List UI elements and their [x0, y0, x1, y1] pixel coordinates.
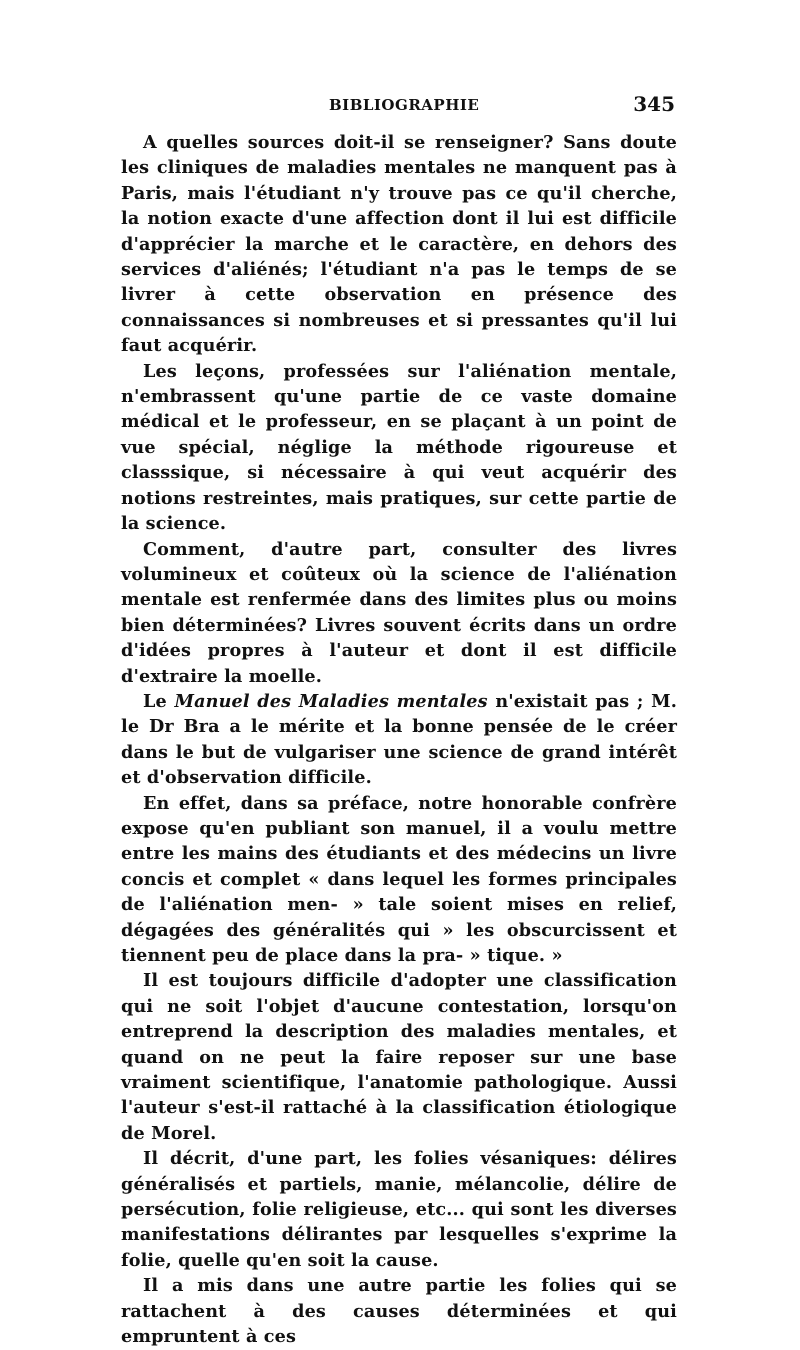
- paragraph-5: En effet, dans sa préface, notre honorable confrère expose qu'en publiant son manuel, il a voulu mettre entre les mains des étudiants et des médecins un livre concis et complet « dans lequel les formes principales de l'aliénation men- » tale soient mises en relief, dégagées des généralités qui » les obscurcissent et tiennent peu de place dans la pra- » tique. »: [121, 792, 677, 966]
- paragraph-4: [121, 689, 677, 791]
- paragraph-1: A quelles sources doit-il se renseigner? Sans doute les cliniques de maladies mentales ne manquent pas à Paris, mais l'étudiant n'y trouve pas ce qu'il cherche, la notion exacte d'une affection dont il lui est difficile d'apprécier la marche et le caractère, en dehors des services d'aliénés; l'étudiant n'a pas le temps de se livrer à cette observation en présence des connaissances si nombreuses et si pressantes qu'il lui faut acquérir.: [121, 132, 677, 357]
- paragraph-4-suffix: n'existait pas ; M. le Dr Bra a le mérite et la bonne pensée de le créer dans le but de vulgariser une science de grand intérêt et d'observation difficile.: [121, 690, 678, 789]
- paragraph-3: Comment, d'autre part, consulter des livres volumineux et coûteux où la science de l'aliénation mentale est renfermée dans des limites plus ou moins bien déterminées? Livres souvent écrits dans un ordre d'idées propres à l'auteur et dont il est difficile d'extraire la moelle.: [121, 538, 677, 687]
- paragraph-7: Il décrit, d'une part, les folies vésaniques: délires généralisés et partiels, manie, mélancolie, délire de persécution, folie religieuse, etc... qui sont les diverses manifestations délirantes par lesquelles s'exprime la folie, quelle qu'en soit la cause.: [121, 1148, 677, 1271]
- page-header: [121, 92, 677, 122]
- page-number: 345: [633, 92, 675, 116]
- paragraph-4-prefix: Le: [143, 690, 175, 712]
- paragraph-6: Il est toujours difficile d'adopter une classification qui ne soit l'objet d'aucune contestation, lorsqu'on entreprend la description des maladies mentales, et quand on ne peut la faire reposer sur une base vraiment scientifique, l'anatomie pathologique. Aussi l'auteur s'est-il rattaché à la classification étiologique de Morel.: [121, 970, 677, 1144]
- book-page: [121, 92, 677, 1350]
- book-title: Manuel des Maladies mentales: [174, 690, 488, 712]
- paragraph-8: Il a mis dans une autre partie les folies qui se rattachent à des causes déterminées et qui empruntent à ces: [121, 1275, 677, 1348]
- page-body: [121, 130, 677, 1350]
- paragraph-2: Les leçons, professées sur l'aliénation mentale, n'embrassent qu'une partie de ce vaste domaine médical et le professeur, en se plaçant à un point de vue spécial, néglige la méthode rigoureuse et classsique, si nécessaire à qui veut acquérir des notions restreintes, mais pratiques, sur cette partie de la science.: [121, 360, 677, 535]
- running-head: BIBLIOGRAPHIE: [329, 96, 480, 114]
